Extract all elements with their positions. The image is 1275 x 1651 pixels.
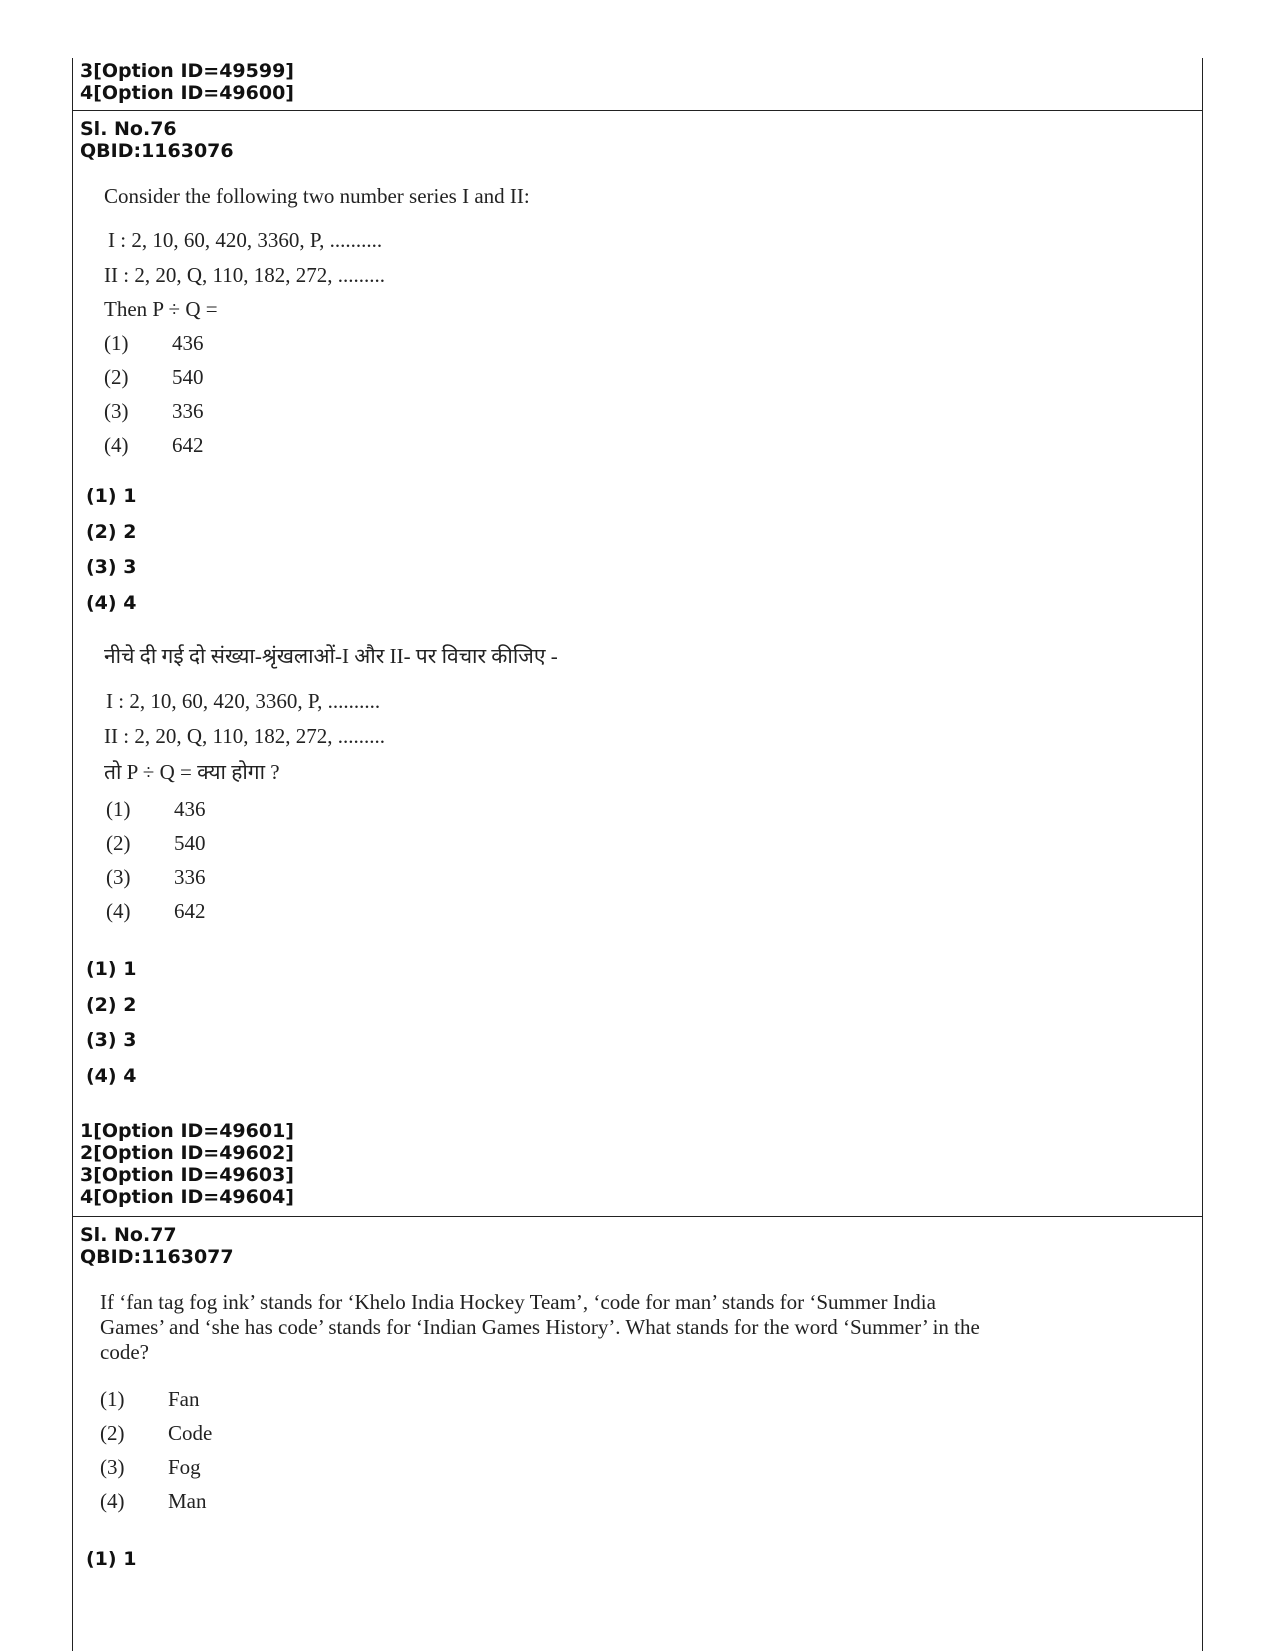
answer-option: (1) 1: [86, 1548, 137, 1570]
option-id-list: [80, 60, 294, 104]
question-stem-en: Consider the following two number series I and II:: [104, 184, 530, 208]
answer-option: (3) 3: [86, 1029, 137, 1051]
serial-number: Sl. No.76: [80, 118, 177, 140]
series-two-hi: II : 2, 20, Q, 110, 182, 272, .........: [104, 724, 385, 748]
choice-item: (1) 436: [106, 797, 206, 821]
question-stem: If ‘fan tag fog ink’ stands for ‘Khelo India Hockey Team’, ‘code for man’ stands for ‘Summer India Games’ and ‘she has code’ stands for ‘Indian Games History’. What stands for the word ‘Summer’ in the code?: [100, 1290, 980, 1364]
choice-item: (3) 336: [104, 399, 204, 423]
series-one-hi: I : 2, 10, 60, 420, 3360, P, ..........: [106, 689, 381, 713]
divider: [72, 1216, 1203, 1217]
question-ask-hi: तो P ÷ Q = क्या होगा ?: [104, 760, 280, 784]
answer-option: (2) 2: [86, 994, 137, 1016]
choice-item: (3) 336: [106, 865, 206, 889]
question-header: [80, 1224, 234, 1268]
series-one-en: I : 2, 10, 60, 420, 3360, P, ..........: [108, 228, 383, 252]
qbid: QBID:1163076: [80, 140, 234, 162]
option-id: 1[Option ID=49601]: [80, 1120, 294, 1142]
answer-option: (4) 4: [86, 592, 137, 614]
choice-item: (4) 642: [104, 433, 204, 457]
choice-item: (3) Fog: [100, 1455, 201, 1479]
option-id: 3[Option ID=49599]: [80, 60, 294, 82]
option-id: 3[Option ID=49603]: [80, 1164, 294, 1186]
option-id: 4[Option ID=49600]: [80, 82, 294, 104]
question-ask-en: Then P ÷ Q =: [104, 297, 218, 321]
choice-item: (1) Fan: [100, 1387, 200, 1411]
answer-option: (1) 1: [86, 958, 137, 980]
choice-item: (2) 540: [104, 365, 204, 389]
answer-option: (4) 4: [86, 1065, 137, 1087]
divider: [72, 110, 1203, 111]
series-two-en: II : 2, 20, Q, 110, 182, 272, .........: [104, 263, 385, 287]
choice-item: (4) Man: [100, 1489, 207, 1513]
option-id: 4[Option ID=49604]: [80, 1186, 294, 1208]
answer-option: (1) 1: [86, 485, 137, 507]
page-frame: [72, 58, 1203, 1651]
question-stem-hi: नीचे दी गई दो संख्या-श्रृंखलाओं-I और II- पर विचार कीजिए -: [104, 644, 558, 668]
answer-option: (3) 3: [86, 556, 137, 578]
qbid: QBID:1163077: [80, 1246, 234, 1268]
option-id-list: [80, 1120, 294, 1208]
choice-item: (2) Code: [100, 1421, 213, 1445]
serial-number: Sl. No.77: [80, 1224, 177, 1246]
choice-item: (4) 642: [106, 899, 206, 923]
answer-option: (2) 2: [86, 521, 137, 543]
choice-item: (2) 540: [106, 831, 206, 855]
choice-item: (1) 436: [104, 331, 204, 355]
option-id: 2[Option ID=49602]: [80, 1142, 294, 1164]
question-header: [80, 118, 234, 162]
